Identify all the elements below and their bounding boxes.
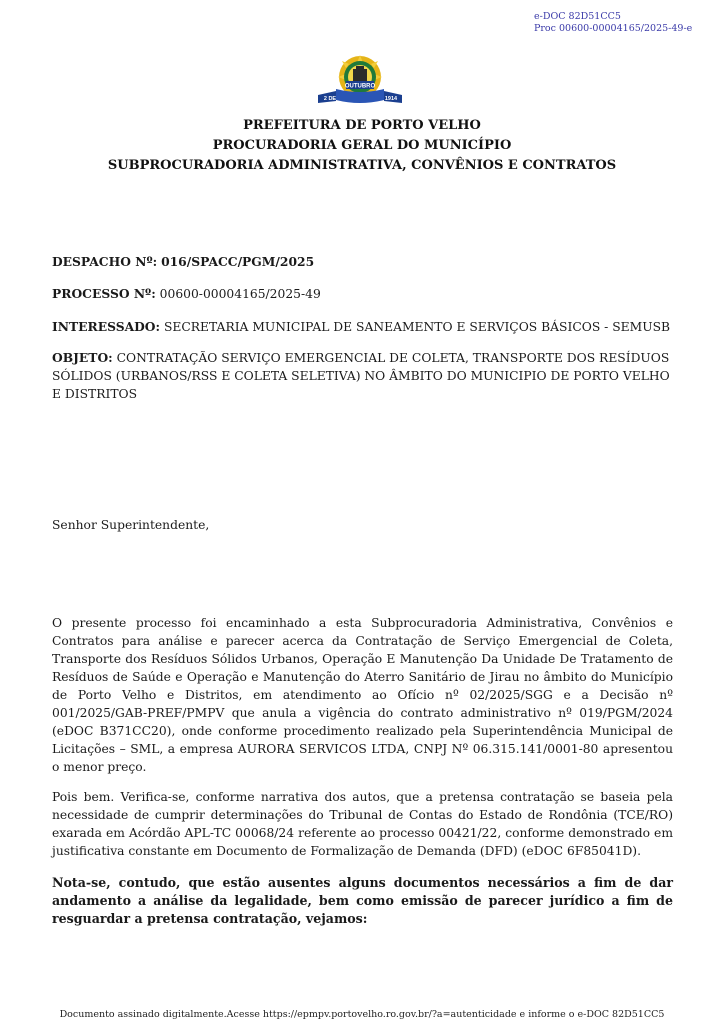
objeto-label: OBJETO:	[52, 350, 113, 365]
despacho-value: 016/SPACC/PGM/2025	[161, 254, 315, 269]
interessado-field	[52, 318, 674, 336]
header-line-3: SUBPROCURADORIA ADMINISTRATIVA, CONVÊNIOS E CONTRATOS	[107, 158, 617, 173]
header-line-2: PROCURADORIA GERAL DO MUNICÍPIO	[212, 138, 512, 153]
edoc-stamp	[534, 11, 706, 35]
processo-label: PROCESSO Nº:	[52, 286, 156, 301]
interessado-value: SECRETARIA MUNICIPAL DE SANEAMENTO E SERVIÇOS BÁSICOS - SEMUSB	[163, 320, 671, 334]
header-line-1: PREFEITURA DE PORTO VELHO	[243, 118, 481, 133]
despacho-label: DESPACHO Nº:	[52, 254, 158, 269]
paragraph-2: Pois bem. Verifica-se, conforme narrativa dos autos, que a pretensa contratação se baseia pela necessidade de cumprir determinações do Tribunal de Contas do Estado de Rondônia (TCE/RO) exarada em Acórdão APL-TC 00068/24 referente ao processo 00421/22, conforme demonstrado em justificativa constante em Documento de Formalização de Demanda (DFD) (eDOC 6F85041D).	[52, 790, 673, 858]
interessado-label: INTERESSADO:	[52, 319, 161, 334]
processo-field	[52, 285, 674, 303]
city-seal-logo	[316, 55, 404, 109]
document-header	[0, 116, 724, 176]
paragraph-3-bold: Nota-se, contudo, que estão ausentes alguns documentos necessários a fim de dar andamento a análise da legalidade, bem como emissão de parecer jurídico a fim de resguardar a pretensa contratação, vejamos:	[52, 875, 673, 926]
logo-left-text: 2 DE	[323, 96, 337, 102]
despacho-field	[52, 253, 674, 271]
logo-right-text: 1914	[384, 96, 398, 102]
objeto-value: CONTRATAÇÃO SERVIÇO EMERGENCIAL DE COLETA, TRANSPORTE DOS RESÍDUOS SÓLIDOS (URBANOS/RSS E COLETA SELETIVA) NO ÂMBITO DO MUNICIPIO DE PORTO VELHO E DISTRITOS	[52, 351, 670, 401]
signature-footer: Documento assinado digitalmente.Acesse https://epmpv.portovelho.ro.gov.br/?a=autenticidade e informe o e-DOC 82D51CC5	[59, 1009, 665, 1020]
processo-value: 00600-00004165/2025-49	[159, 287, 321, 301]
objeto-field	[52, 349, 674, 403]
edoc-process: Proc 00600-00004165/2025-49-e	[534, 23, 693, 34]
paragraph-1: O presente processo foi encaminhado a esta Subprocuradoria Administrativa, Convênios e Contratos para análise e parecer acerca da Contratação de Serviço Emergencial de Coleta, Transporte dos Resíduos Sólidos Urbanos, Operação E Manutenção Da Unidade De Tratamento de Resíduos de Saúde e Operação e Manutenção do Aterro Sanitário de Jirau no âmbito do Município de Porto Velho e Distritos, em atendimento ao Ofício nº 02/2025/SGG e a Decisão nº 001/2025/GAB-PREF/PMPV que anula a vigência do contrato administrativo nº 019/PGM/2024 (eDOC B371CC20), onde conforme procedimento realizado pela Superintendência Municipal de Licitações – SML, a empresa AURORA SERVICOS LTDA, CNPJ Nº 06.315.141/0001-80 apresentou o menor preço.	[52, 616, 673, 774]
logo-ribbon-text: OUTUBRO	[344, 83, 376, 90]
salutation: Senhor Superintendente,	[52, 518, 210, 532]
edoc-id: e-DOC 82D51CC5	[534, 11, 621, 22]
